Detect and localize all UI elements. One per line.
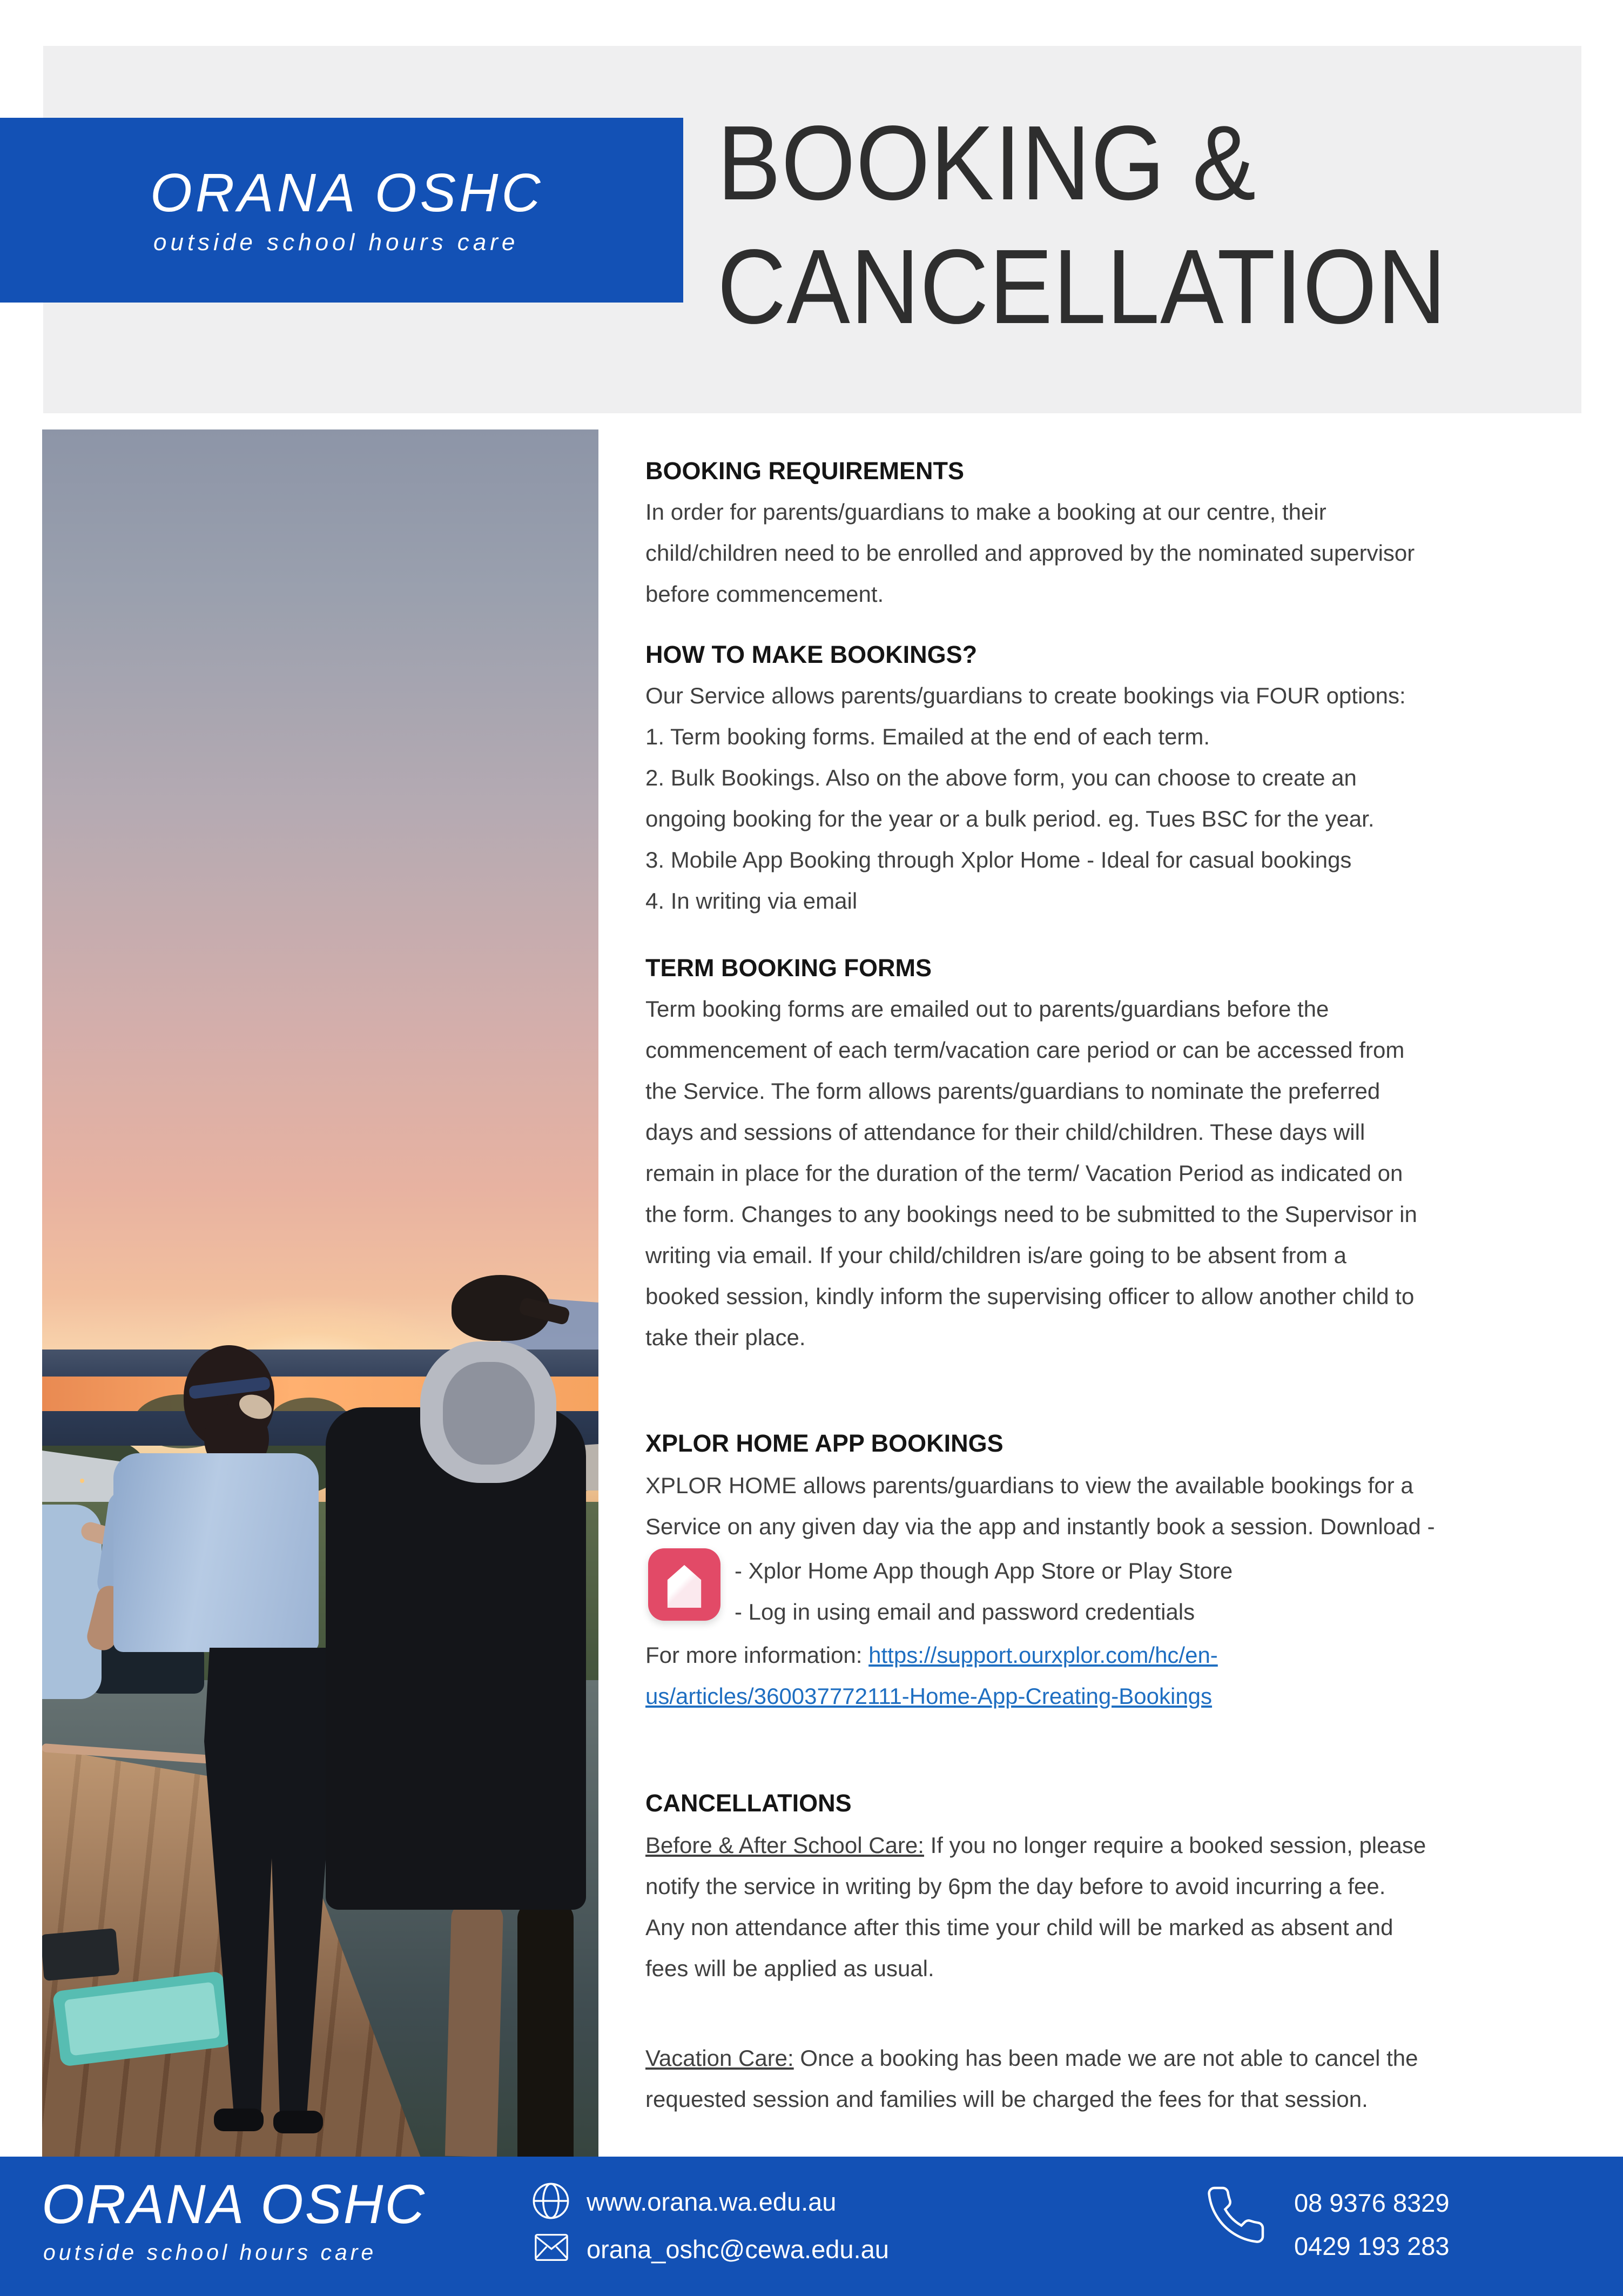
section-heading-booking-requirements: BOOKING REQUIREMENTS: [645, 457, 965, 485]
text-line: 1. Term booking forms. Emailed at the end of each term.: [645, 724, 1210, 749]
xplor-info-line1: [645, 1635, 1218, 1676]
text-line: 2. Bulk Bookings. Also on the above form, you can choose to create an: [645, 765, 1357, 790]
paragraph-booking-requirements: [645, 492, 1415, 615]
paragraph-how-to-book: [645, 675, 1406, 922]
cancellations-basc-rest: If you no longer require a booked session, please: [924, 1832, 1426, 1858]
xplor-info-prefix: For more information:: [645, 1642, 869, 1668]
text-line: ongoing booking for the year or a bulk period. eg. Tues BSC for the year.: [645, 806, 1375, 831]
text-line: Term booking forms are emailed out to parents/guardians before the: [645, 996, 1329, 1022]
paragraph-cancellations-basc: [645, 1866, 1393, 1989]
globe-icon: [530, 2180, 571, 2221]
photo-woman-shirt: [113, 1453, 319, 1652]
footer-brand-name: ORANA OSHC: [42, 2173, 426, 2235]
cancellations-basc-lead: Before & After School Care:: [645, 1832, 924, 1858]
photo-dark-object: [42, 1928, 119, 1981]
cancellations-basc-line1: [645, 1825, 1426, 1866]
xplor-bullet-appstore: - Xplor Home App though App Store or Play Store: [735, 1558, 1233, 1583]
section-heading-xplor: XPLOR HOME APP BOOKINGS: [645, 1429, 1004, 1457]
photo-man-hoodie-body: [326, 1407, 586, 1910]
brand-name: ORANA OSHC: [150, 163, 544, 223]
text-line: Our Service allows parents/guardians to create bookings via FOUR options:: [645, 683, 1406, 708]
text-line: Any non attendance after this time your child will be marked as absent and: [645, 1915, 1393, 1940]
text-line: 3. Mobile App Booking through Xplor Home - Ideal for casual bookings: [645, 847, 1352, 872]
text-line: 4. In writing via email: [645, 888, 858, 914]
photo-woman-shoe: [273, 2111, 323, 2133]
paragraph-xplor: [645, 1465, 1435, 1547]
footer-website[interactable]: www.orana.wa.edu.au: [587, 2187, 837, 2216]
text-line: child/children need to be enrolled and approved by the nominated supervisor: [645, 540, 1415, 566]
section-heading-term-forms: TERM BOOKING FORMS: [645, 954, 932, 982]
sunset-deck-photo: [42, 429, 598, 2157]
text-line: writing via email. If your child/children is/are going to be absent from a: [645, 1243, 1346, 1268]
footer-email[interactable]: orana_oshc@cewa.edu.au: [587, 2235, 889, 2264]
text-line: Service on any given day via the app and instantly book a session. Download -: [645, 1514, 1435, 1539]
section-heading-how-to-book: HOW TO MAKE BOOKINGS?: [645, 641, 978, 668]
page-title-line2: CANCELLATION: [717, 227, 1447, 346]
photo-lunchbox-inner: [64, 1982, 220, 2056]
cancellations-vacation-lead: Vacation Care:: [645, 2045, 794, 2071]
text-line: booked session, kindly inform the supervising officer to allow another child to: [645, 1284, 1415, 1309]
text-line: remain in place for the duration of the term/ Vacation Period as indicated on: [645, 1160, 1403, 1186]
xplor-info-line2: [645, 1676, 1212, 1717]
footer-phone-2[interactable]: 0429 193 283: [1294, 2232, 1450, 2260]
cancellations-vacation-line1: [645, 2038, 1418, 2079]
text-line: the Service. The form allows parents/guardians to nominate the preferred: [645, 1078, 1380, 1104]
text-line: XPLOR HOME allows parents/guardians to view the available bookings for a: [645, 1473, 1413, 1498]
phone-icon: [1203, 2183, 1268, 2247]
photo-fairy-lights: [80, 1479, 84, 1483]
photo-chair-silhouette: [91, 1645, 204, 1694]
text-line: before commencement.: [645, 581, 884, 607]
house-icon: [662, 1561, 706, 1608]
xplor-home-app-icon: [648, 1548, 720, 1621]
paragraph-cancellations-vacation: [645, 2079, 1368, 2120]
xplor-bullet-login: - Log in using email and password credentials: [735, 1599, 1195, 1624]
photo-man-leg: [445, 1902, 503, 2157]
photo-man-hood-shadow: [443, 1362, 535, 1465]
photo-woman-shoe: [214, 2109, 264, 2131]
text-line: the form. Changes to any bookings need to be submitted to the Supervisor in: [645, 1201, 1417, 1227]
text-line: take their place.: [645, 1325, 806, 1350]
brand-tagline: outside school hours care: [153, 229, 519, 256]
text-line: commencement of each term/vacation care period or can be accessed from: [645, 1037, 1405, 1063]
xplor-support-link-line1[interactable]: https://support.ourxplor.com/hc/en-: [868, 1642, 1218, 1668]
text-line: notify the service in writing by 6pm the day before to avoid incurring a fee.: [645, 1874, 1386, 1899]
text-line: fees will be applied as usual.: [645, 1956, 934, 1981]
paragraph-term-forms: [645, 989, 1417, 1358]
page-title-line1: BOOKING &: [717, 104, 1257, 222]
section-heading-cancellations: CANCELLATIONS: [645, 1789, 852, 1817]
text-line: days and sessions of attendance for their child/children. These days will: [645, 1119, 1365, 1145]
text-line: requested session and families will be charged the fees for that session.: [645, 2086, 1368, 2112]
xplor-support-link-line2[interactable]: us/articles/360037772111-Home-App-Creating-Bookings: [645, 1683, 1213, 1709]
text-line: In order for parents/guardians to make a booking at our centre, their: [645, 499, 1326, 525]
cancellations-vacation-rest: Once a booking has been made we are not able to cancel the: [793, 2045, 1418, 2071]
footer-brand-tagline: outside school hours care: [43, 2240, 377, 2265]
photo-man-leg-shadow: [517, 1902, 574, 2157]
footer-phone-1[interactable]: 08 9376 8329: [1294, 2188, 1450, 2217]
envelope-icon: [533, 2231, 570, 2264]
